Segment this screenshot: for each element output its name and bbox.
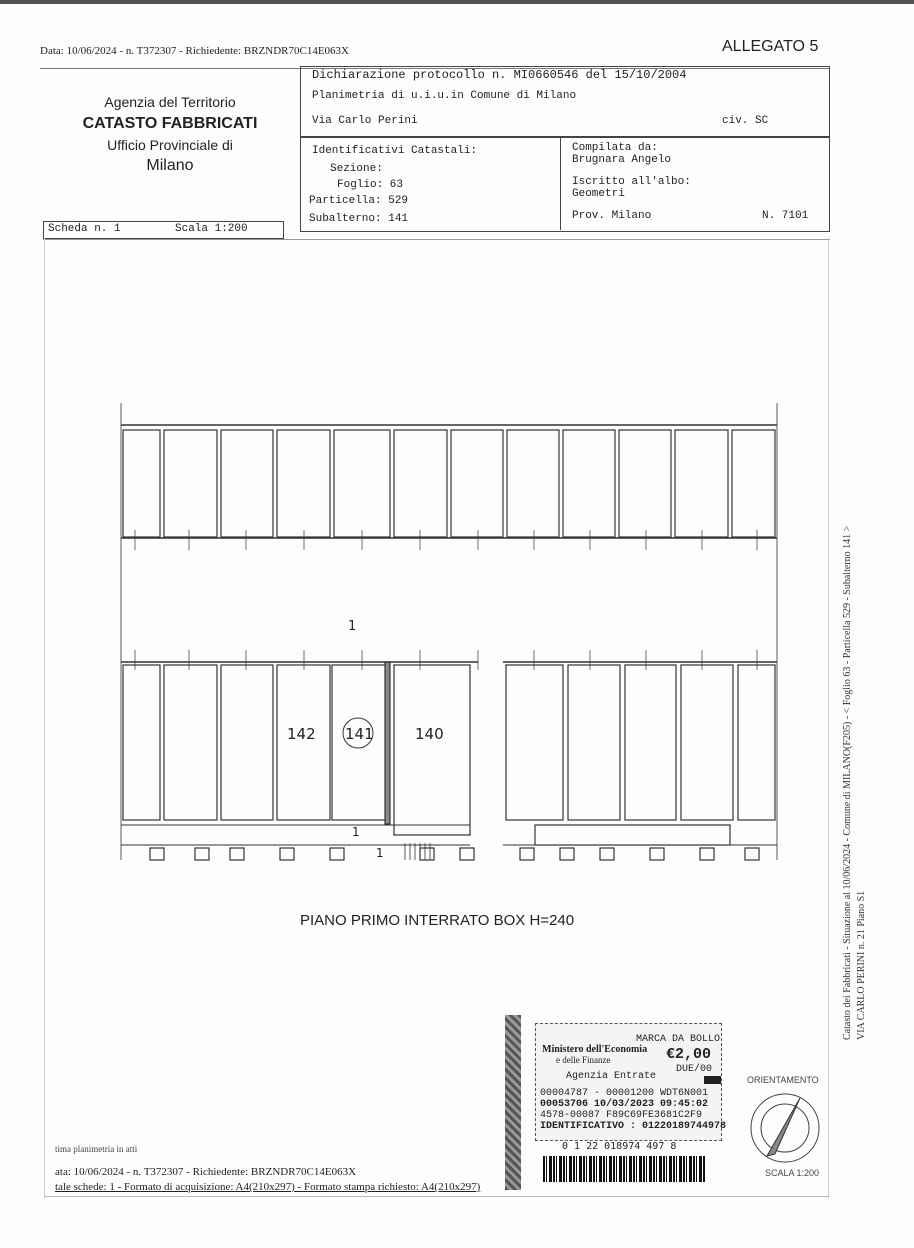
bottom-pillar <box>230 848 244 860</box>
footer-format: tale schede: 1 - Formato di acquisizione: A4(210x297) - Formato stampa richiesto: A4(210x297) <box>55 1181 481 1193</box>
upper-parking-box <box>619 430 671 537</box>
bottom-pillar <box>460 848 474 860</box>
upper-parking-box <box>563 430 615 537</box>
scheda-number: Scheda n. 1 <box>48 223 121 235</box>
orientation-scale: SCALA 1:200 <box>765 1168 820 1178</box>
unit-140-label: 140 <box>415 725 444 743</box>
upper-parking-box <box>675 430 728 537</box>
foglio: Foglio: 63 <box>337 179 404 191</box>
bottom-pillar <box>650 848 664 860</box>
lower-parking-box <box>738 665 775 820</box>
planimetria-line: Planimetria di u.i.u.in Comune di Milano <box>312 90 577 102</box>
address: Via Carlo Perini <box>312 115 418 127</box>
side-cadastral-info: Catasto dei Fabbricati - Situazione al 10/06/2024 - Comune di MILANO(F205) - < Foglio 63 - Particella 529 - Subalterno 141 > <box>842 525 853 1040</box>
albo-label: Iscritto all'albo: <box>572 176 691 188</box>
lower-parking-box <box>681 665 733 820</box>
bottom-pillar <box>150 848 164 860</box>
particella: Particella: 529 <box>309 195 409 207</box>
bottom-pillar <box>560 848 574 860</box>
compiled-by-label: Compilata da: <box>572 142 658 154</box>
bottom-pillar <box>330 848 344 860</box>
scale-label: Scala 1:200 <box>175 223 248 235</box>
lower-parking-box <box>164 665 217 820</box>
ministry-name: Ministero dell'Economia <box>542 1044 648 1055</box>
allegato-label: ALLEGATO 5 <box>722 38 819 55</box>
stamp-amount: €2,00 <box>666 1046 712 1063</box>
stamp-row-3: 4578-00087 F89C69FE3681C2F9 <box>540 1110 703 1121</box>
ministry-name-2: e delle Finanze <box>556 1055 611 1065</box>
office-label: Ufficio Provinciale di <box>107 137 233 153</box>
upper-parking-box <box>334 430 390 537</box>
upper-parking-box <box>451 430 503 537</box>
upper-parking-box <box>732 430 775 537</box>
frame-bottom <box>44 1196 829 1197</box>
subalterno: Subalterno: 141 <box>309 213 409 225</box>
office-city: Milano <box>146 157 194 174</box>
bottom-pillar <box>700 848 714 860</box>
lower-parking-box <box>506 665 563 820</box>
lower-parking-box <box>221 665 273 820</box>
stamp-code: DUE/00 <box>676 1064 713 1075</box>
unit-140-box <box>394 665 470 835</box>
bottom-pillar <box>520 848 534 860</box>
barcode-number: 0 1 22 018974 497 8 <box>562 1141 677 1152</box>
side-address: VIA CARLO PERINI n. 21 Piano S1 <box>856 890 867 1040</box>
upper-parking-box <box>394 430 447 537</box>
corridor-label: 1 <box>348 619 357 634</box>
bottom-pillar <box>745 848 759 860</box>
lower-parking-box <box>568 665 620 820</box>
stamp-row-4: IDENTIFICATIVO : 01220189744978 <box>540 1121 727 1132</box>
upper-parking-box <box>277 430 330 537</box>
orientation-label: ORIENTAMENTO <box>747 1075 819 1085</box>
north-arrow-icon <box>745 1088 825 1168</box>
storage-strip <box>535 825 730 845</box>
unit-141-label: 141 <box>345 725 374 743</box>
barcode <box>543 1156 705 1182</box>
floor-title: PIANO PRIMO INTERRATO BOX H=240 <box>300 912 575 929</box>
bottom-pillar <box>420 848 434 860</box>
upper-parking-box <box>221 430 273 537</box>
stamp-edge-pattern <box>505 1015 521 1190</box>
upper-parking-box <box>123 430 160 537</box>
compiler-name: Brugnara Angelo <box>572 154 672 166</box>
stamp-row-2: 00053706 10/03/2023 09:45:02 <box>540 1099 709 1110</box>
civic-number: civ. SC <box>722 115 769 127</box>
protocol-line: Dichiarazione protocollo n. MI0660546 del 15/10/2004 <box>312 68 687 82</box>
bottom-pillar <box>195 848 209 860</box>
albo-value: Geometri <box>572 188 625 200</box>
stamp-row-1: 00004787 - 00001200 WDT6N001 <box>540 1088 709 1099</box>
catasto-title: CATASTO FABBRICATI <box>82 115 258 132</box>
revenue-stamp <box>535 1023 727 1141</box>
lower-parking-box <box>625 665 676 820</box>
request-info: Data: 10/06/2024 - n. T372307 - Richiedente: BRZNDR70C14E063X <box>40 45 349 57</box>
unit-141-hatched-wall <box>385 662 390 824</box>
lower-parking-box <box>123 665 160 820</box>
footer-note: tima planimetria in atti <box>55 1144 138 1154</box>
registration-number: N. 7101 <box>762 210 809 222</box>
identifiers-title: Identificativi Catastali: <box>312 145 478 157</box>
sezione: Sezione: <box>330 163 383 175</box>
province: Prov. Milano <box>572 210 652 222</box>
stamp-agency: Agenzia Entrate <box>566 1071 657 1082</box>
marca-da-bollo: MARCA DA BOLLO <box>636 1034 721 1045</box>
stamp-black-mark <box>704 1076 721 1084</box>
bottom-label-2: 1 <box>376 846 384 860</box>
bottom-label-1: 1 <box>352 825 360 839</box>
upper-parking-box <box>507 430 559 537</box>
footer-request: ata: 10/06/2024 - n. T372307 - Richiedente: BRZNDR70C14E063X <box>55 1166 357 1178</box>
bottom-pillar <box>600 848 614 860</box>
agency-name: Agenzia del Territorio <box>104 94 236 110</box>
unit-142-label: 142 <box>287 725 316 743</box>
bottom-pillar <box>280 848 294 860</box>
upper-parking-box <box>164 430 217 537</box>
